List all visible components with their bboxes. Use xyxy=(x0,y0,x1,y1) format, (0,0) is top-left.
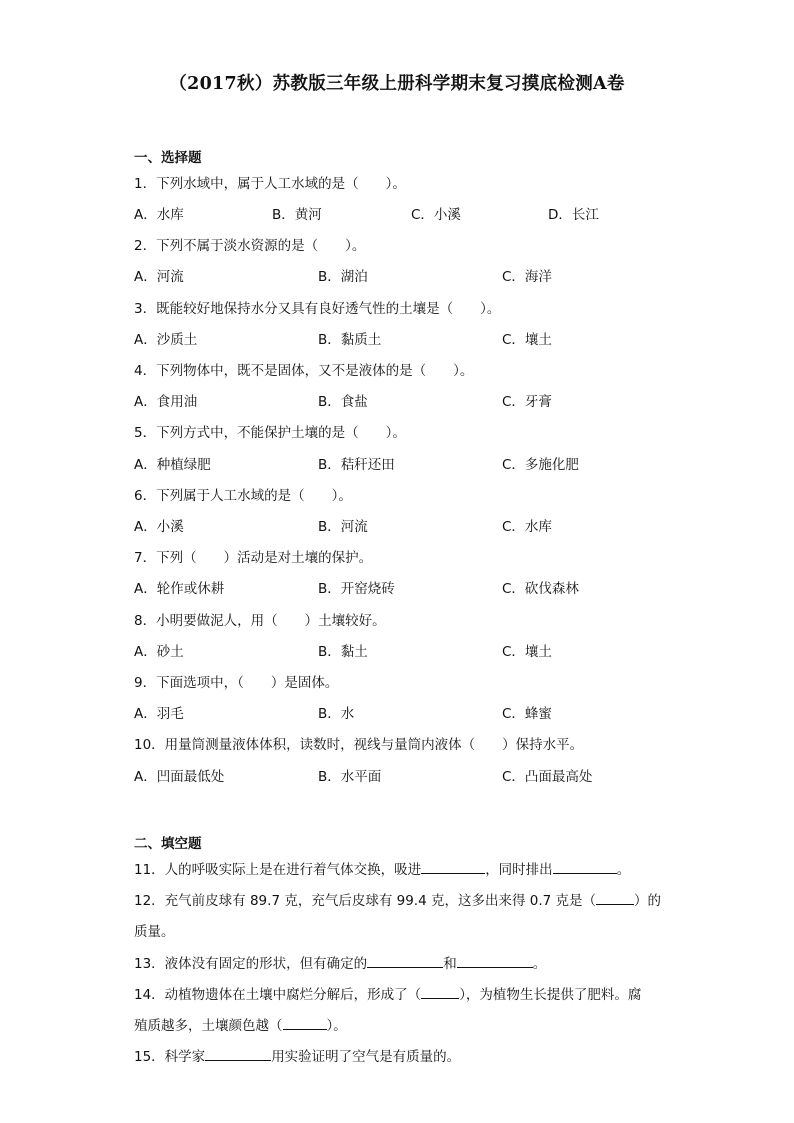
option: A．砂土 xyxy=(134,644,184,660)
question-text: 和 xyxy=(443,956,457,972)
option: A．小溪 xyxy=(134,519,184,535)
answer-blank xyxy=(457,953,533,968)
section-heading-fill: 二、填空题 xyxy=(134,836,202,852)
answer-blank xyxy=(421,859,485,874)
option-row xyxy=(134,328,694,348)
option-row xyxy=(134,702,694,722)
option: B．水平面 xyxy=(318,769,382,785)
option-row xyxy=(134,265,694,285)
question-stem: 2．下列不属于淡水资源的是（ ）。 xyxy=(134,238,366,254)
question-stem: 6．下列属于人工水域的是（ ）。 xyxy=(134,488,352,504)
answer-blank xyxy=(553,859,617,874)
option: B．食盐 xyxy=(318,394,368,410)
question-text: 15．科学家 xyxy=(134,1049,206,1065)
question-stem: 4．下列物体中，既不是固体，又不是液体的是（ ）。 xyxy=(134,363,474,379)
option: C．小溪 xyxy=(411,207,461,223)
question-stem: 5．下列方式中，不能保护土壤的是（ ）。 xyxy=(134,425,406,441)
option: B．黏土 xyxy=(318,644,368,660)
option: C．牙膏 xyxy=(502,394,552,410)
question-text: 。 xyxy=(616,862,631,878)
option: B．河流 xyxy=(318,519,368,535)
option: B．湖泊 xyxy=(318,269,368,285)
option: A．羽毛 xyxy=(134,706,184,722)
question-text: ）。 xyxy=(326,1018,347,1034)
option: C．蜂蜜 xyxy=(502,706,552,722)
answer-blank xyxy=(421,984,459,999)
question-text: 14．动植物遗体在土壤中腐烂分解后，形成了（ xyxy=(134,987,422,1003)
page-title: （2017秋）苏教版三年级上册科学期末复习摸底检测A卷 xyxy=(169,74,625,94)
option: A．河流 xyxy=(134,269,184,285)
question-stem: 7．下列（ ）活动是对土壤的保护。 xyxy=(134,550,373,566)
option: A．凹面最低处 xyxy=(134,769,225,785)
question-text: ，同时排出 xyxy=(485,862,553,878)
answer-blank xyxy=(283,1015,327,1030)
question-text: 11．人的呼吸实际上是在进行着气体交换，吸进 xyxy=(134,862,422,878)
section-heading-choice: 一、选择题 xyxy=(134,150,202,166)
fill-question xyxy=(134,983,641,1003)
option: A．沙质土 xyxy=(134,332,198,348)
question-text: ），为植物生长提供了肥料。腐 xyxy=(459,987,642,1003)
fill-question xyxy=(134,1045,460,1065)
option-row xyxy=(134,203,694,223)
option: B．黏质土 xyxy=(318,332,382,348)
option-row xyxy=(134,390,694,410)
question-text: 12．充气前皮球有 89.7 克，充气后皮球有 99.4 克，这多出来得 0.7 克是（ xyxy=(134,893,597,909)
option: C．砍伐森林 xyxy=(502,581,579,597)
option: C．海洋 xyxy=(502,269,552,285)
option: C．水库 xyxy=(502,519,552,535)
option-row xyxy=(134,640,694,660)
option-row xyxy=(134,765,694,785)
question-text-continued: 质量。 xyxy=(134,924,175,940)
question-text: 殖质越多，土壤颜色越（ xyxy=(134,1018,283,1034)
answer-blank xyxy=(205,1046,271,1061)
option: B．水 xyxy=(318,706,355,722)
option: B．黄河 xyxy=(272,207,322,223)
option: C．凸面最高处 xyxy=(502,769,593,785)
option-row xyxy=(134,515,694,535)
option: D．长江 xyxy=(548,207,599,223)
question-stem: 3．既能较好地保持水分又具有良好透气性的土壤是（ ）。 xyxy=(134,301,501,317)
answer-blank xyxy=(596,890,634,905)
option: A．食用油 xyxy=(134,394,198,410)
question-text: 。 xyxy=(532,956,547,972)
option: C．壤土 xyxy=(502,644,552,660)
answer-blank xyxy=(367,953,443,968)
fill-question xyxy=(134,952,546,972)
option: C．多施化肥 xyxy=(502,457,579,473)
question-stem: 8．小明要做泥人，用（ ）土壤较好。 xyxy=(134,613,386,629)
option: A．种植绿肥 xyxy=(134,457,211,473)
option: B．秸秆还田 xyxy=(318,457,395,473)
fill-question-continued xyxy=(134,1014,347,1034)
question-text: 用实验证明了空气是有质量的。 xyxy=(271,1049,461,1065)
option: C．壤土 xyxy=(502,332,552,348)
option-row xyxy=(134,453,694,473)
option-row xyxy=(134,577,694,597)
question-text: 13．液体没有固定的形状，但有确定的 xyxy=(134,956,368,972)
question-stem: 1．下列水域中，属于人工水域的是（ ）。 xyxy=(134,176,406,192)
option: A．水库 xyxy=(134,207,184,223)
question-stem: 9．下面选项中，（ ）是固体。 xyxy=(134,675,339,691)
question-stem: 10．用量筒测量液体体积，读数时，视线与量筒内液体（ ）保持水平。 xyxy=(134,737,584,753)
option: A．轮作或休耕 xyxy=(134,581,225,597)
fill-question xyxy=(134,889,661,909)
question-text: ）的 xyxy=(634,893,662,909)
fill-question xyxy=(134,858,630,878)
option: B．开窑烧砖 xyxy=(318,581,395,597)
